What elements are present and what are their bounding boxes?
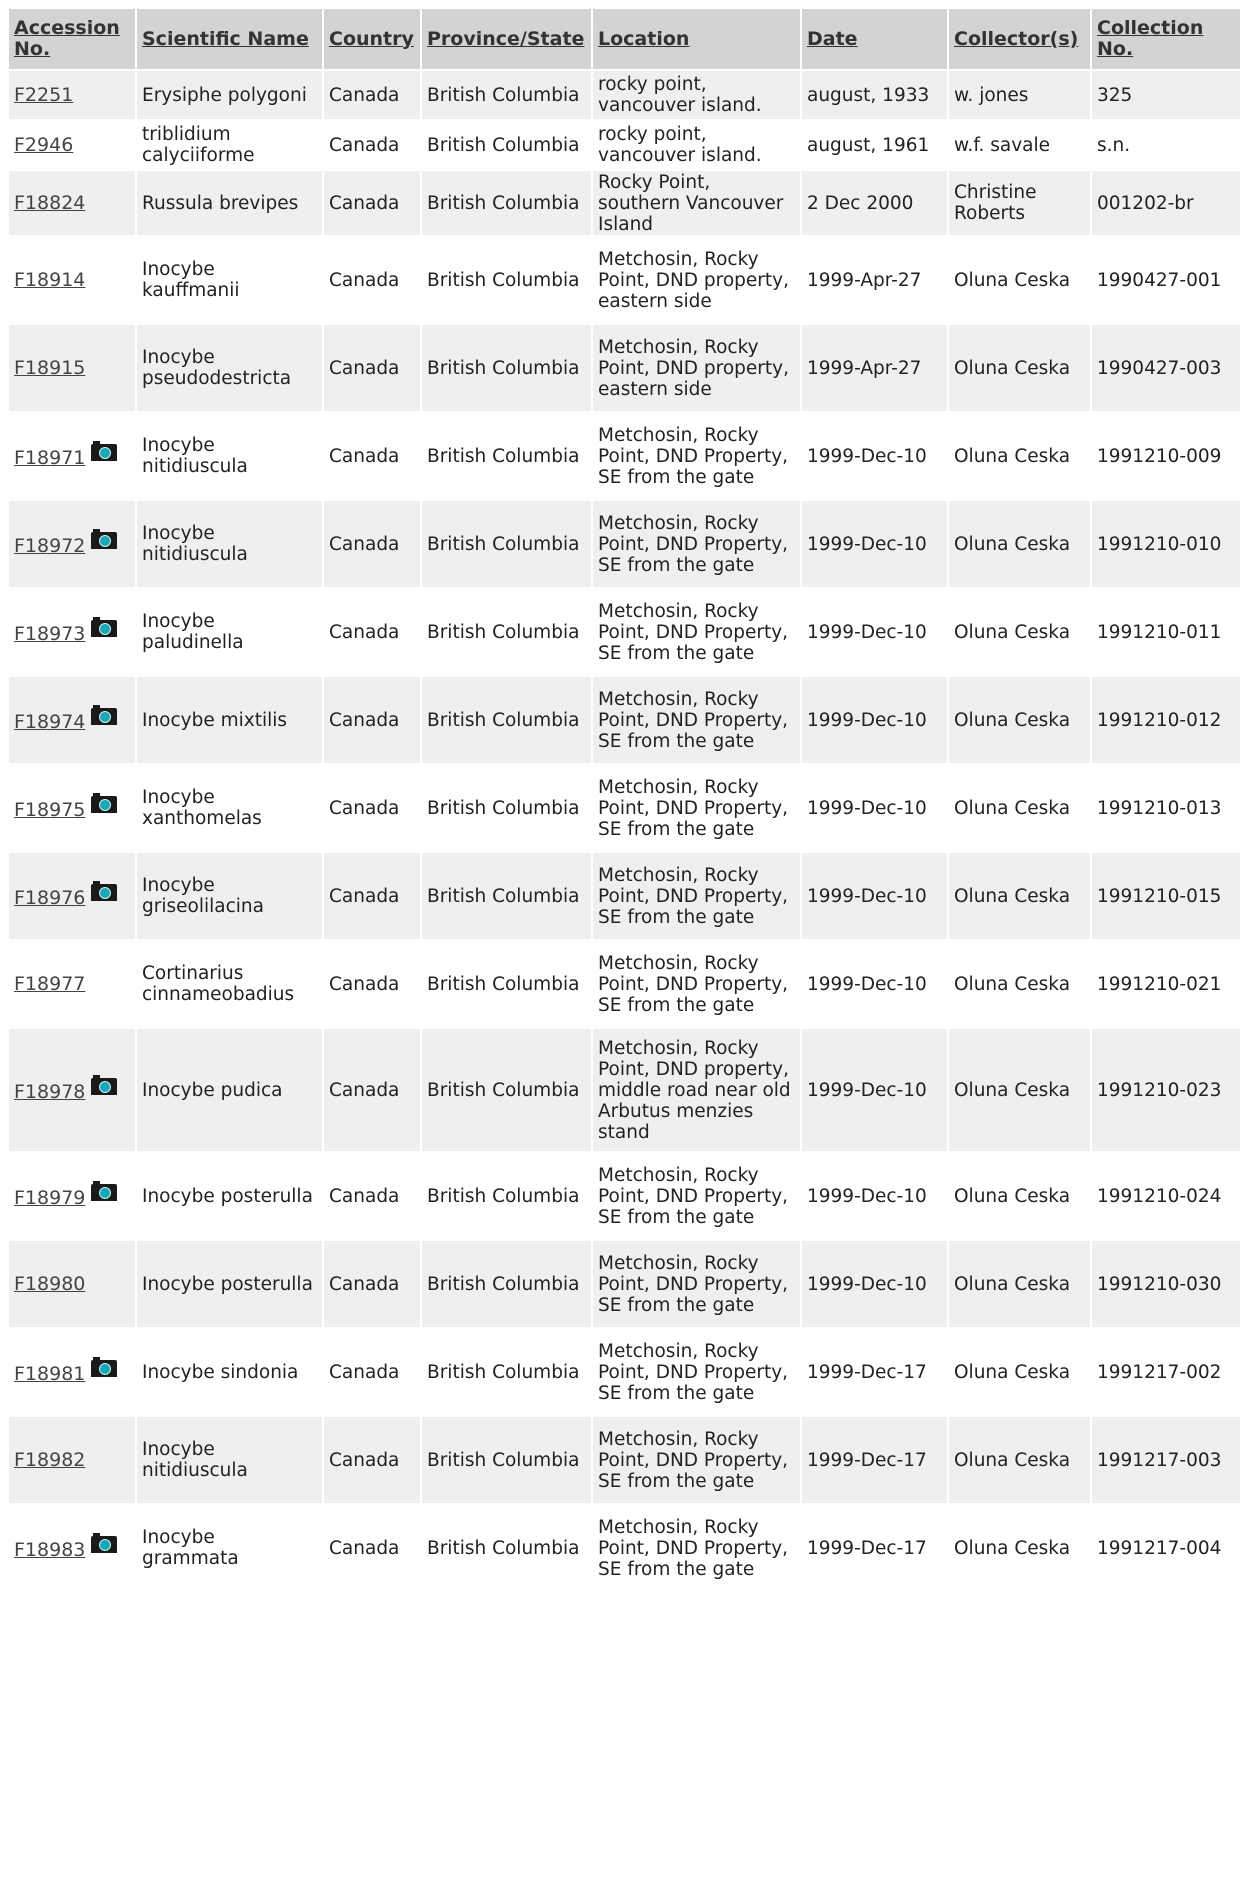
cell-accession-no: [9, 71, 135, 119]
cell-accession-no: [9, 1241, 135, 1327]
cell-country: Canada: [324, 1241, 420, 1327]
camera-icon[interactable]: [91, 708, 117, 725]
cell-collectors: Oluna Ceska: [949, 237, 1090, 323]
cell-date: 1999-Dec-10: [802, 589, 947, 675]
cell-date: 1999-Dec-10: [802, 1153, 947, 1239]
cell-collection-no: 1991210-011: [1092, 589, 1240, 675]
accession-link[interactable]: F18972: [14, 534, 86, 557]
cell-location: Metchosin, Rocky Point, DND Property, SE from the gate: [593, 501, 800, 587]
cell-collection-no: 1990427-003: [1092, 325, 1240, 411]
sort-link-location[interactable]: Location: [598, 27, 690, 50]
cell-collectors: Oluna Ceska: [949, 1417, 1090, 1503]
cell-date: 1999-Dec-10: [802, 501, 947, 587]
cell-date: 2 Dec 2000: [802, 171, 947, 235]
cell-collection-no: 1991210-023: [1092, 1029, 1240, 1151]
cell-date: august, 1933: [802, 71, 947, 119]
cell-province-state: British Columbia: [422, 501, 591, 587]
cell-location: Metchosin, Rocky Point, DND property, eastern side: [593, 237, 800, 323]
sort-link-province-state[interactable]: Province/State: [427, 27, 585, 50]
cell-collectors: Oluna Ceska: [949, 1029, 1090, 1151]
cell-collection-no: s.n.: [1092, 121, 1240, 169]
accession-link[interactable]: F18915: [14, 356, 86, 379]
cell-collection-no: 1991210-030: [1092, 1241, 1240, 1327]
cell-province-state: British Columbia: [422, 941, 591, 1027]
cell-province-state: British Columbia: [422, 171, 591, 235]
cell-scientific-name: Cortinarius cinnameobadius: [137, 941, 322, 1027]
camera-icon[interactable]: [91, 796, 117, 813]
cell-country: Canada: [324, 237, 420, 323]
column-header-collectors: [949, 9, 1090, 69]
table-row: [9, 941, 1240, 1027]
cell-location: Metchosin, Rocky Point, DND Property, SE from the gate: [593, 1153, 800, 1239]
cell-location: rocky point, vancouver island.: [593, 71, 800, 119]
cell-province-state: British Columbia: [422, 1417, 591, 1503]
cell-accession-no: [9, 1029, 135, 1151]
cell-location: Metchosin, Rocky Point, DND Property, SE from the gate: [593, 1241, 800, 1327]
cell-collectors: Oluna Ceska: [949, 765, 1090, 851]
cell-accession-no: [9, 589, 135, 675]
cell-accession-no: [9, 765, 135, 851]
cell-collection-no: 1991210-024: [1092, 1153, 1240, 1239]
camera-icon[interactable]: [91, 884, 117, 901]
cell-location: Metchosin, Rocky Point, DND Property, SE from the gate: [593, 765, 800, 851]
cell-date: 1999-Dec-10: [802, 1241, 947, 1327]
cell-scientific-name: Inocybe pudica: [137, 1029, 322, 1151]
cell-date: 1999-Dec-10: [802, 1029, 947, 1151]
accession-link[interactable]: F18824: [14, 191, 86, 214]
accession-link[interactable]: F18914: [14, 268, 86, 291]
table-row: [9, 501, 1240, 587]
cell-accession-no: [9, 941, 135, 1027]
cell-location: Metchosin, Rocky Point, DND Property, SE from the gate: [593, 853, 800, 939]
table-row: [9, 1153, 1240, 1239]
cell-location: Metchosin, Rocky Point, DND property, eastern side: [593, 325, 800, 411]
cell-province-state: British Columbia: [422, 1505, 591, 1591]
table-row: [9, 677, 1240, 763]
cell-location: Metchosin, Rocky Point, DND Property, SE from the gate: [593, 941, 800, 1027]
cell-scientific-name: Inocybe griseolilacina: [137, 853, 322, 939]
cell-country: Canada: [324, 589, 420, 675]
cell-province-state: British Columbia: [422, 677, 591, 763]
cell-date: 1999-Dec-10: [802, 765, 947, 851]
table-row: [9, 1241, 1240, 1327]
cell-collection-no: 1991210-021: [1092, 941, 1240, 1027]
cell-location: Metchosin, Rocky Point, DND Property, SE from the gate: [593, 413, 800, 499]
cell-scientific-name: Inocybe nitidiuscula: [137, 1417, 322, 1503]
cell-date: 1999-Dec-10: [802, 853, 947, 939]
sort-link-date[interactable]: Date: [807, 27, 858, 50]
sort-link-accession-no[interactable]: Accession No.: [14, 17, 120, 60]
cell-province-state: British Columbia: [422, 1153, 591, 1239]
cell-location: Metchosin, Rocky Point, DND Property, SE from the gate: [593, 1417, 800, 1503]
cell-province-state: British Columbia: [422, 413, 591, 499]
accession-link[interactable]: F2946: [14, 133, 74, 156]
cell-collectors: Oluna Ceska: [949, 501, 1090, 587]
cell-province-state: British Columbia: [422, 237, 591, 323]
table-row: [9, 765, 1240, 851]
accession-link[interactable]: F18981: [14, 1362, 86, 1385]
cell-province-state: British Columbia: [422, 1029, 591, 1151]
accession-link[interactable]: F18975: [14, 798, 86, 821]
cell-collectors: w. jones: [949, 71, 1090, 119]
cell-accession-no: [9, 121, 135, 169]
column-header-accession-no: [9, 9, 135, 69]
cell-country: Canada: [324, 1417, 420, 1503]
cell-country: Canada: [324, 1153, 420, 1239]
accession-link[interactable]: F18979: [14, 1186, 86, 1209]
cell-location: Metchosin, Rocky Point, DND Property, SE from the gate: [593, 1329, 800, 1415]
accession-link[interactable]: F2251: [14, 83, 74, 106]
cell-collectors: Oluna Ceska: [949, 1329, 1090, 1415]
cell-collectors: Oluna Ceska: [949, 1241, 1090, 1327]
cell-scientific-name: Inocybe paludinella: [137, 589, 322, 675]
cell-province-state: British Columbia: [422, 1329, 591, 1415]
cell-date: 1999-Dec-17: [802, 1417, 947, 1503]
accession-link[interactable]: F18973: [14, 622, 86, 645]
cell-country: Canada: [324, 121, 420, 169]
cell-scientific-name: Inocybe posterulla: [137, 1241, 322, 1327]
cell-collection-no: 1991210-012: [1092, 677, 1240, 763]
cell-province-state: British Columbia: [422, 765, 591, 851]
cell-accession-no: [9, 1505, 135, 1591]
cell-country: Canada: [324, 765, 420, 851]
table-row: [9, 325, 1240, 411]
cell-accession-no: [9, 1153, 135, 1239]
accession-link[interactable]: F18980: [14, 1272, 86, 1295]
cell-accession-no: [9, 501, 135, 587]
cell-collection-no: 1991210-009: [1092, 413, 1240, 499]
cell-location: Rocky Point, southern Vancouver Island: [593, 171, 800, 235]
cell-scientific-name: Inocybe mixtilis: [137, 677, 322, 763]
cell-date: 1999-Dec-10: [802, 941, 947, 1027]
cell-scientific-name: Inocybe xanthomelas: [137, 765, 322, 851]
column-header-date: [802, 9, 947, 69]
cell-accession-no: [9, 677, 135, 763]
cell-date: 1999-Apr-27: [802, 237, 947, 323]
accession-link[interactable]: F18977: [14, 972, 86, 995]
table-row: [9, 853, 1240, 939]
accession-link[interactable]: F18978: [14, 1080, 86, 1103]
cell-collection-no: 325: [1092, 71, 1240, 119]
cell-country: Canada: [324, 413, 420, 499]
column-header-province-state: [422, 9, 591, 69]
sort-link-collectors[interactable]: Collector(s): [954, 27, 1079, 50]
cell-collection-no: 001202-br: [1092, 171, 1240, 235]
table-row: [9, 121, 1240, 169]
cell-collectors: Oluna Ceska: [949, 1153, 1090, 1239]
cell-province-state: British Columbia: [422, 71, 591, 119]
cell-scientific-name: Erysiphe polygoni: [137, 71, 322, 119]
cell-collectors: w.f. savale: [949, 121, 1090, 169]
cell-scientific-name: Inocybe grammata: [137, 1505, 322, 1591]
cell-country: Canada: [324, 853, 420, 939]
cell-country: Canada: [324, 501, 420, 587]
camera-icon[interactable]: [91, 1360, 117, 1377]
cell-location: rocky point, vancouver island.: [593, 121, 800, 169]
column-header-scientific-name: [137, 9, 322, 69]
accession-link[interactable]: F18983: [14, 1538, 86, 1561]
cell-location: Metchosin, Rocky Point, DND Property, SE from the gate: [593, 1505, 800, 1591]
sort-link-scientific-name[interactable]: Scientific Name: [142, 27, 309, 50]
cell-collection-no: 1991217-003: [1092, 1417, 1240, 1503]
cell-country: Canada: [324, 1505, 420, 1591]
sort-link-collection-no[interactable]: Collection No.: [1097, 17, 1204, 60]
table-row: [9, 413, 1240, 499]
cell-collection-no: 1991217-002: [1092, 1329, 1240, 1415]
table-row: [9, 1329, 1240, 1415]
cell-collectors: Oluna Ceska: [949, 677, 1090, 763]
cell-collectors: Oluna Ceska: [949, 413, 1090, 499]
cell-collectors: Oluna Ceska: [949, 853, 1090, 939]
cell-scientific-name: Inocybe pseudodestricta: [137, 325, 322, 411]
cell-accession-no: [9, 325, 135, 411]
cell-accession-no: [9, 853, 135, 939]
cell-country: Canada: [324, 941, 420, 1027]
cell-country: Canada: [324, 71, 420, 119]
cell-date: 1999-Dec-10: [802, 413, 947, 499]
cell-province-state: British Columbia: [422, 589, 591, 675]
cell-date: 1999-Dec-17: [802, 1329, 947, 1415]
accession-link[interactable]: F18976: [14, 886, 86, 909]
cell-country: Canada: [324, 1029, 420, 1151]
camera-icon[interactable]: [91, 1536, 117, 1553]
column-header-location: [593, 9, 800, 69]
cell-province-state: British Columbia: [422, 121, 591, 169]
cell-country: Canada: [324, 677, 420, 763]
cell-country: Canada: [324, 171, 420, 235]
cell-date: 1999-Apr-27: [802, 325, 947, 411]
specimen-results-table: [7, 7, 1240, 1593]
cell-province-state: British Columbia: [422, 325, 591, 411]
cell-accession-no: [9, 237, 135, 323]
cell-date: august, 1961: [802, 121, 947, 169]
header-row: [9, 9, 1240, 69]
cell-accession-no: [9, 1329, 135, 1415]
cell-location: Metchosin, Rocky Point, DND property, middle road near old Arbutus menzies stand: [593, 1029, 800, 1151]
cell-date: 1999-Dec-10: [802, 677, 947, 763]
cell-collection-no: 1991210-015: [1092, 853, 1240, 939]
cell-collectors: Oluna Ceska: [949, 941, 1090, 1027]
sort-link-country[interactable]: Country: [329, 27, 414, 50]
cell-collectors: Oluna Ceska: [949, 589, 1090, 675]
camera-icon[interactable]: [91, 444, 117, 461]
cell-location: Metchosin, Rocky Point, DND Property, SE from the gate: [593, 589, 800, 675]
column-header-collection-no: [1092, 9, 1240, 69]
cell-scientific-name: Inocybe nitidiuscula: [137, 501, 322, 587]
camera-icon[interactable]: [91, 1078, 117, 1095]
table-row: [9, 1505, 1240, 1591]
cell-province-state: British Columbia: [422, 1241, 591, 1327]
cell-accession-no: [9, 1417, 135, 1503]
cell-collectors: Oluna Ceska: [949, 325, 1090, 411]
cell-country: Canada: [324, 325, 420, 411]
accession-link[interactable]: F18982: [14, 1448, 86, 1471]
cell-collectors: Oluna Ceska: [949, 1505, 1090, 1591]
table-row: [9, 171, 1240, 235]
table-header: [9, 9, 1240, 69]
cell-scientific-name: Inocybe posterulla: [137, 1153, 322, 1239]
accession-link[interactable]: F18971: [14, 446, 86, 469]
cell-accession-no: [9, 171, 135, 235]
table-body: [9, 71, 1240, 1591]
accession-link[interactable]: F18974: [14, 710, 86, 733]
cell-collection-no: 1990427-001: [1092, 237, 1240, 323]
cell-scientific-name: triblidium calyciiforme: [137, 121, 322, 169]
column-header-country: [324, 9, 420, 69]
cell-scientific-name: Inocybe sindonia: [137, 1329, 322, 1415]
cell-location: Metchosin, Rocky Point, DND Property, SE from the gate: [593, 677, 800, 763]
cell-collection-no: 1991210-010: [1092, 501, 1240, 587]
camera-icon[interactable]: [91, 1184, 117, 1201]
cell-collection-no: 1991217-004: [1092, 1505, 1240, 1591]
camera-icon[interactable]: [91, 620, 117, 637]
table-row: [9, 237, 1240, 323]
table-row: [9, 1417, 1240, 1503]
camera-icon[interactable]: [91, 532, 117, 549]
cell-date: 1999-Dec-17: [802, 1505, 947, 1591]
table-row: [9, 71, 1240, 119]
cell-scientific-name: Inocybe nitidiuscula: [137, 413, 322, 499]
table-row: [9, 1029, 1240, 1151]
table-row: [9, 589, 1240, 675]
cell-country: Canada: [324, 1329, 420, 1415]
cell-collectors: Christine Roberts: [949, 171, 1090, 235]
cell-collection-no: 1991210-013: [1092, 765, 1240, 851]
cell-scientific-name: Russula brevipes: [137, 171, 322, 235]
cell-scientific-name: Inocybe kauffmanii: [137, 237, 322, 323]
cell-accession-no: [9, 413, 135, 499]
cell-province-state: British Columbia: [422, 853, 591, 939]
